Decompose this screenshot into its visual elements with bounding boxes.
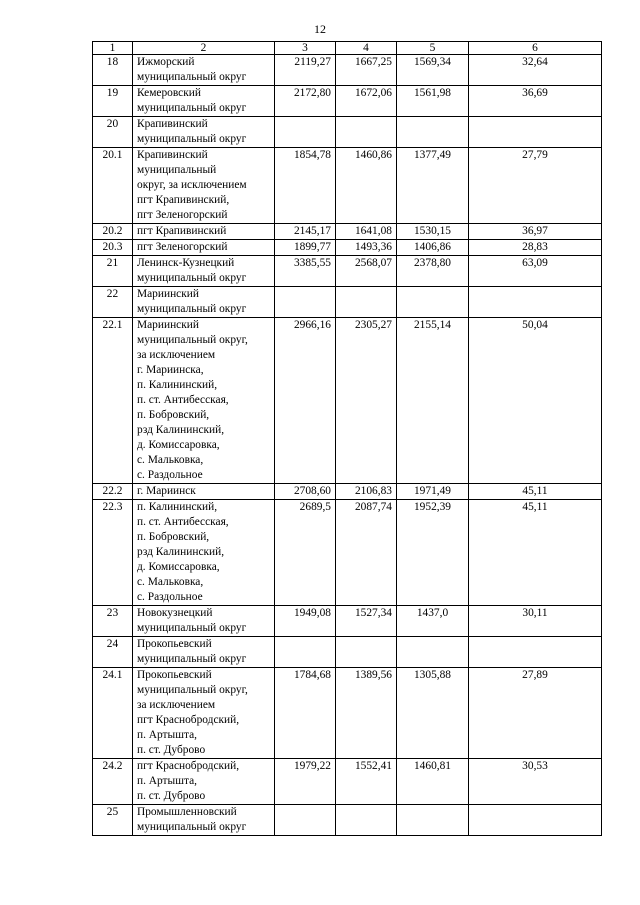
column-header: 4 [336,42,397,55]
row-value-col3 [275,805,336,836]
row-value-col4: 2305,27 [336,318,397,484]
row-value-col6: 32,64 [469,55,602,86]
row-value-col3: 1949,08 [275,606,336,637]
row-number: 22.3 [93,500,133,606]
column-header: 1 [93,42,133,55]
row-name: Новокузнецкий муниципальный округ [133,606,275,637]
row-value-col6 [469,637,602,668]
row-value-col4 [336,117,397,148]
row-value-col5 [397,287,469,318]
row-value-col6 [469,805,602,836]
row-name: Ленинск-Кузнецкий муниципальный округ [133,256,275,287]
row-value-col6: 27,89 [469,668,602,759]
row-number: 24 [93,637,133,668]
row-number: 20 [93,117,133,148]
row-value-col5: 1406,86 [397,240,469,256]
table-row [93,484,602,500]
row-number: 22.1 [93,318,133,484]
row-value-col6 [469,287,602,318]
row-value-col3: 3385,55 [275,256,336,287]
row-value-col6 [469,117,602,148]
row-value-col3 [275,287,336,318]
row-value-col6: 36,97 [469,224,602,240]
row-value-col3: 2689,5 [275,500,336,606]
table-row [93,240,602,256]
row-value-col4: 1460,86 [336,148,397,224]
row-number: 19 [93,86,133,117]
table-row [93,637,602,668]
row-number: 24.1 [93,668,133,759]
row-value-col5: 1561,98 [397,86,469,117]
row-value-col3: 2145,17 [275,224,336,240]
table-row [93,256,602,287]
row-value-col6: 36,69 [469,86,602,117]
table-row [93,148,602,224]
row-value-col6: 50,04 [469,318,602,484]
row-value-col5: 1305,88 [397,668,469,759]
row-number: 25 [93,805,133,836]
row-name: Мариинский муниципальный округ, за исключением г. Мариинска, п. Калининский, п. ст. Антибесская, п. Бобровский, рзд Калининский, д. Комиссаровка, с. Мальковка, с. Раздольное [133,318,275,484]
row-value-col5: 1460,81 [397,759,469,805]
row-value-col5: 2378,80 [397,256,469,287]
row-value-col4 [336,637,397,668]
row-number: 24.2 [93,759,133,805]
row-value-col5: 1437,0 [397,606,469,637]
column-header: 6 [469,42,602,55]
table-row [93,117,602,148]
row-number: 21 [93,256,133,287]
row-number: 20.3 [93,240,133,256]
row-value-col6: 30,53 [469,759,602,805]
row-value-col4: 1527,34 [336,606,397,637]
row-name: п. Калининский, п. ст. Антибесская, п. Бобровский, рзд Калининский, д. Комиссаровка, с. Мальковка, с. Раздольное [133,500,275,606]
table-row [93,759,602,805]
row-name: пгт Крапивинский [133,224,275,240]
row-name: Промышленновский муниципальный округ [133,805,275,836]
row-name: Крапивинский муниципальный округ [133,117,275,148]
row-value-col3: 2119,27 [275,55,336,86]
row-value-col5: 1952,39 [397,500,469,606]
row-number: 22 [93,287,133,318]
row-value-col3: 1899,77 [275,240,336,256]
column-header: 2 [133,42,275,55]
row-value-col3: 2708,60 [275,484,336,500]
table-row [93,500,602,606]
row-value-col3: 1979,22 [275,759,336,805]
row-value-col5 [397,637,469,668]
row-value-col5: 2155,14 [397,318,469,484]
table-row [93,55,602,86]
table-row [93,287,602,318]
row-value-col4: 1672,06 [336,86,397,117]
row-value-col4: 1641,08 [336,224,397,240]
row-value-col6: 28,83 [469,240,602,256]
table-row [93,86,602,117]
row-value-col4: 1552,41 [336,759,397,805]
table-row [93,805,602,836]
column-header: 3 [275,42,336,55]
row-name: Прокопьевский муниципальный округ [133,637,275,668]
row-name: Прокопьевский муниципальный округ, за исключением пгт Краснобродский, п. Артышта, п. ст. Дуброво [133,668,275,759]
row-value-col3: 1854,78 [275,148,336,224]
row-name: Мариинский муниципальный округ [133,287,275,318]
page-number: 12 [314,22,326,36]
row-name: пгт Краснобродский, п. Артышта, п. ст. Дуброво [133,759,275,805]
row-value-col4: 1389,56 [336,668,397,759]
row-value-col5: 1530,15 [397,224,469,240]
row-value-col4 [336,805,397,836]
row-value-col5 [397,117,469,148]
row-value-col3: 1784,68 [275,668,336,759]
row-value-col6: 45,11 [469,484,602,500]
table-row [93,224,602,240]
row-number: 18 [93,55,133,86]
row-value-col4: 1493,36 [336,240,397,256]
row-value-col6: 45,11 [469,500,602,606]
row-value-col4: 1667,25 [336,55,397,86]
row-value-col4 [336,287,397,318]
row-number: 20.1 [93,148,133,224]
row-value-col3 [275,117,336,148]
row-name: пгт Зеленогорский [133,240,275,256]
row-value-col3: 2966,16 [275,318,336,484]
table-row [93,668,602,759]
row-number: 22.2 [93,484,133,500]
row-name: г. Мариинск [133,484,275,500]
row-value-col6: 27,79 [469,148,602,224]
row-value-col5: 1377,49 [397,148,469,224]
row-value-col6: 30,11 [469,606,602,637]
row-number: 20.2 [93,224,133,240]
row-name: Крапивинский муниципальный округ, за исключением пгт Крапивинский, пгт Зеленогорский [133,148,275,224]
header-row [93,42,602,55]
row-value-col5 [397,805,469,836]
row-value-col4: 2087,74 [336,500,397,606]
tariff-table [92,41,602,836]
row-value-col5: 1569,34 [397,55,469,86]
row-value-col5: 1971,49 [397,484,469,500]
column-header: 5 [397,42,469,55]
row-value-col4: 2106,83 [336,484,397,500]
row-value-col3 [275,637,336,668]
row-name: Кемеровский муниципальный округ [133,86,275,117]
row-value-col4: 2568,07 [336,256,397,287]
row-value-col6: 63,09 [469,256,602,287]
table-row [93,606,602,637]
table-row [93,318,602,484]
row-name: Ижморский муниципальный округ [133,55,275,86]
row-number: 23 [93,606,133,637]
row-value-col3: 2172,80 [275,86,336,117]
